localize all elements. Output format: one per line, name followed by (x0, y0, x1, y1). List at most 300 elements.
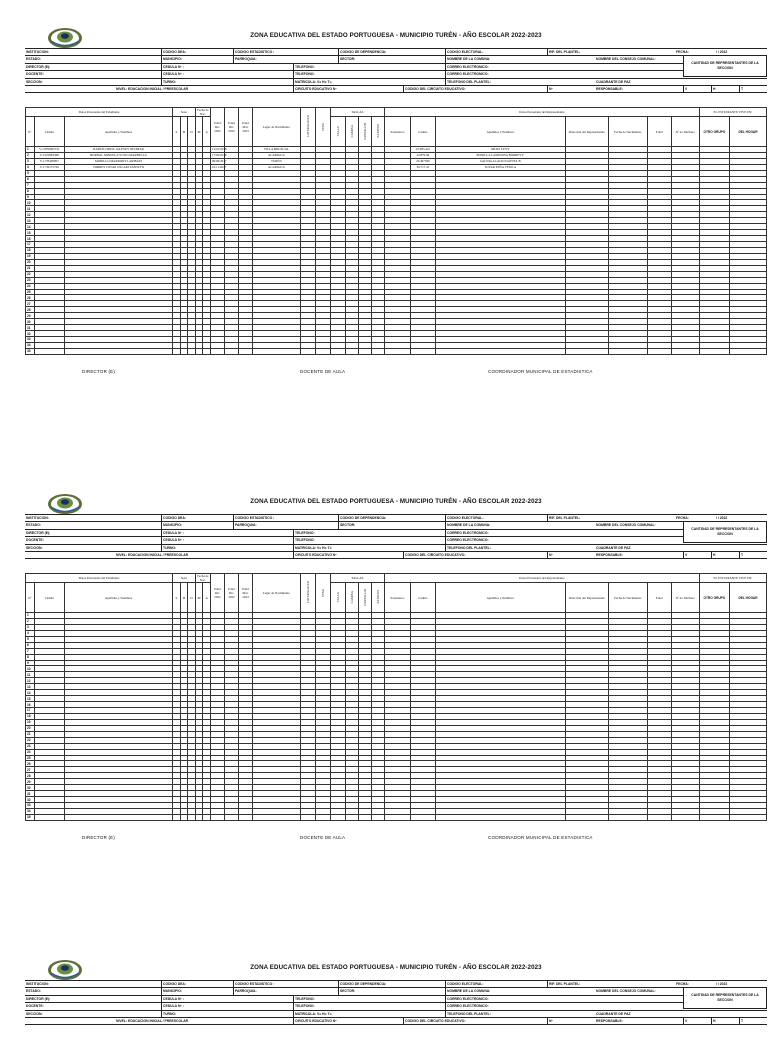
row-number: 5 (26, 636, 35, 642)
nivel-label: NIVEL: EDUCACION INICIAL / PREESCOLAR (116, 1019, 189, 1023)
nro-label: Nº (547, 1018, 553, 1025)
docente-signature-label: DOCENTE DE AULA (300, 369, 346, 374)
row-number: 27 (26, 767, 35, 773)
empty-cell (188, 814, 196, 820)
form-title: ZONA EDUCATIVA DEL ESTADO PORTUGUESA - MUNICIPIO TURÉN - AÑO ESCOLAR 2022-2023 (250, 32, 542, 39)
sector-label: SECTOR: (338, 988, 355, 995)
empty-cell (210, 348, 224, 354)
nombre-consejo-label: NOMBRE DEL CONSEJO COMUNAL: (596, 57, 656, 62)
correo-docente-label: CORREO ELECTRONICO: (445, 537, 489, 544)
row-number: 18 (26, 247, 35, 253)
nro-label: Nº (547, 552, 553, 559)
row-number: 35 (26, 814, 35, 820)
empty-cell (346, 814, 359, 820)
cantidad-representantes-box: CANTIDAD DE REPRESENTANTES DE LA SECCION (683, 521, 767, 543)
circuito-label: CIRCUITO EDUCATIVO Nº (293, 86, 337, 93)
cell-ced_rep: 36.717.41 (410, 164, 435, 170)
apellidos-header: Apellidos y Nombres (64, 583, 172, 613)
parentesco-header: Parentesco (384, 583, 410, 613)
datos-estudiante-header: Datos Personales del Estudiante (26, 574, 173, 583)
row-number: 26 (26, 295, 35, 301)
edad2-header: Edad Dic. 2022 (224, 574, 238, 613)
fecha-nac-header: Fecha de Nac. (197, 574, 209, 582)
row-number: 23 (26, 277, 35, 283)
empty-cell (253, 348, 301, 354)
responsable-label: RESPONSABLE: (596, 87, 623, 91)
empty-cell (346, 348, 359, 354)
ano-header: A (203, 583, 211, 613)
empty-cell (647, 814, 671, 820)
form-title: ZONA EDUCATIVA DEL ESTADO PORTUGUESA - MUNICIPIO TURÉN - AÑO ESCOLAR 2022-2023 (250, 498, 542, 505)
nivel-label: NIVEL: EDUCACION INICIAL / PREESCOLAR (116, 87, 189, 91)
del-hogar-header: DEL HOGAR (730, 117, 767, 147)
cantidad-representantes-box: CANTIDAD DE REPRESENTANTES DE LA SECCION (683, 987, 767, 1009)
institucion-label: INSTITUCION: (26, 982, 49, 986)
empty-cell (330, 814, 345, 820)
row-number: 13 (26, 684, 35, 690)
seccion-label: SECCION: (26, 1011, 43, 1016)
cedula-director-label: CEDULA Nº : (161, 996, 184, 1003)
cell-ced_rep: 19.983.441 (410, 147, 435, 153)
matricula-label: MATRICULA: V= H= T= (293, 79, 332, 86)
row-number: 20 (26, 259, 35, 265)
fecha-value: / / 2022 (716, 50, 728, 54)
fecha-label: FECHA: (676, 982, 689, 986)
row-number: 6 (26, 642, 35, 648)
zapatos-header: ZAPATOS (371, 117, 384, 147)
edad3-header: Edad Mar. 2023 (239, 574, 253, 613)
row-number: 12 (26, 212, 35, 218)
rif-label: RIF. DEL PLANTEL: (547, 515, 580, 522)
cell-nombre: BORNAL MINOLLA YUSLI MARBELLA (64, 152, 172, 158)
fecha-value: / / 2022 (716, 516, 728, 520)
row-number: 13 (26, 218, 35, 224)
telefono-header: Nº de Teléfono (671, 117, 699, 147)
v-label: V (683, 552, 687, 559)
docente-signature-label: DOCENTE DE AULA (300, 835, 346, 840)
mes-header: M (195, 117, 203, 147)
zapatos-header: ZAPATOS (371, 583, 384, 613)
apellidos-rep-header: Apellidos y Nombres (435, 583, 565, 613)
nombre-comuna-label: NOMBRE DE LA COMUNA: (445, 522, 490, 529)
row-number: 9 (26, 194, 35, 200)
row-number: 15 (26, 696, 35, 702)
cell-lugar: ACARIGUA (253, 152, 301, 158)
fecha-nac-rep-header: Fecha de Nacimiento (608, 117, 647, 147)
cell-lugar: VILLA BRUZUAL (253, 147, 301, 153)
sexo-s-header: S (173, 583, 181, 613)
empty-cell (371, 348, 384, 354)
fecha-label: FECHA: (676, 516, 689, 520)
row-number: 16 (26, 702, 35, 708)
docente-label: DOCENTE: (26, 72, 44, 77)
correo-director-label: CORREO ELECTRONICO: (445, 530, 489, 537)
student-table (25, 573, 767, 821)
sexo-header: Sexo (173, 108, 196, 117)
municipio-label: MUNICIPIO: (161, 56, 182, 63)
empty-cell (64, 348, 172, 354)
otro-grupo-header: OTRO GRUPO (699, 117, 729, 147)
codigo-dea-label: CODIGO DEA: (161, 49, 186, 56)
docente-label: DOCENTE: (26, 1004, 44, 1009)
cell-nom_rep: GALNIA ACACIO DAYTEL B (435, 158, 565, 164)
row-number: 21 (26, 731, 35, 737)
t-label: T (739, 1018, 743, 1025)
row-number: 28 (26, 307, 35, 313)
row-number: 15 (26, 230, 35, 236)
row-number: 22 (26, 737, 35, 743)
empty-cell (203, 348, 211, 354)
row-number: 6 (26, 176, 35, 182)
codigo-dea-label: CODIGO DEA: (161, 515, 186, 522)
municipio-label: MUNICIPIO: (161, 522, 182, 529)
dia-header: D (188, 117, 196, 147)
telefono-plantel-label: TELEFONO DEL PLANTEL: (445, 1011, 491, 1018)
row-number: 5 (26, 170, 35, 176)
coordinador-signature-label: COORDINADOR MUNICIPAL DE ESTADISTICA (488, 835, 593, 840)
cedula-header: Cédula (34, 583, 64, 613)
cedula-header: Cédula (34, 117, 64, 147)
fecha-label: FECHA: (676, 50, 689, 54)
empty-cell (330, 348, 345, 354)
pantalon-header: PANTALON (359, 117, 372, 147)
school-info-block (25, 980, 767, 1039)
camisa-header: CAMISA (346, 583, 359, 613)
row-number: 35 (26, 348, 35, 354)
h-label: H (711, 552, 715, 559)
director-signature-label: DIRECTOR (E) (82, 369, 116, 374)
row-number: 33 (26, 337, 35, 343)
cedula-docente-label: CEDULA Nº : (161, 1003, 184, 1010)
telefono-director-label: TELEFONO: (293, 530, 315, 537)
row-number: 4 (26, 630, 35, 636)
row-number: 34 (26, 342, 35, 348)
rif-label: RIF. DEL PLANTEL: (547, 49, 580, 56)
coordinador-signature-label: COORDINADOR MUNICIPAL DE ESTADISTICA (488, 369, 593, 374)
row-number: 3 (26, 158, 35, 164)
row-number: 26 (26, 761, 35, 767)
v-label: V (683, 1018, 687, 1025)
cell-ced_rep: 20.497596 (410, 158, 435, 164)
row-number: 19 (26, 253, 35, 259)
edad2-header: Edad Dic. 2022 (224, 108, 238, 147)
tallas-header: TALLAS (330, 108, 384, 117)
form-title: ZONA EDUCATIVA DEL ESTADO PORTUGUESA - MUNICIPIO TURÉN - AÑO ESCOLAR 2022-2023 (250, 964, 542, 971)
turno-label: TURNO: (161, 1011, 176, 1018)
nro-header: Nº (26, 117, 35, 147)
fecha-nac-rep-header: Fecha de Nacimiento (608, 583, 647, 613)
tallas-header: TALLAS (330, 574, 384, 583)
codigo-dependencia-label: CODIGO DE DEPENDENCIA: (338, 515, 386, 522)
cell-lugar: ACARIGUA (253, 164, 301, 170)
codigo-circuito-label: CODIGO DEL CIRCUITO EDUCATIVO: (403, 552, 465, 559)
student-table (25, 107, 767, 355)
codigo-dea-label: CODIGO DEA: (161, 981, 186, 988)
sector-label: SECTOR: (338, 522, 355, 529)
edad-header: Edad (647, 583, 671, 613)
cell-nom_rep: ORTIZ LEYY (435, 147, 565, 153)
lugar-header: Lugar de Nacimiento (253, 574, 301, 613)
cell-nom_rep: TOVAR PEÑA YESICA (435, 164, 565, 170)
empty-cell (195, 348, 203, 354)
row-number: 14 (26, 224, 35, 230)
empty-cell (315, 814, 330, 820)
school-info-block (25, 514, 767, 573)
nro-label: Nº (547, 86, 553, 93)
row-number: 24 (26, 749, 35, 755)
cuadrante-label: CUADRANTE DE PAZ (596, 79, 631, 84)
empty-cell (384, 814, 410, 820)
empty-cell (671, 814, 699, 820)
estado-label: ESTADO: (26, 989, 42, 994)
turno-label: TURNO: (161, 545, 176, 552)
row-number: 10 (26, 200, 35, 206)
cedula-docente-label: CEDULA Nº : (161, 71, 184, 78)
circuito-label: CIRCUITO EDUCATIVO Nº (293, 1018, 337, 1025)
row-number: 17 (26, 242, 35, 248)
t-label: T (739, 86, 743, 93)
responsable-label: RESPONSABLE: (596, 553, 623, 557)
edad1-header: Edad Dic. 2022 (210, 108, 224, 147)
parroquia-label: PARROQUIA: (233, 988, 257, 995)
nombre-consejo-label: NOMBRE DEL CONSEJO COMUNAL: (596, 523, 656, 528)
empty-cell (608, 814, 647, 820)
cell-fecha: 09/06/2017 (211, 159, 227, 164)
empty-cell (435, 814, 565, 820)
parroquia-label: PARROQUIA: (233, 522, 257, 529)
row-number: 4 (26, 164, 35, 170)
peso-header: PESO (315, 574, 330, 613)
h-label: H (711, 1018, 715, 1025)
table-row (26, 814, 767, 820)
responsable-label: RESPONSABLE: (596, 1019, 623, 1023)
institucion-label: INSTITUCION: (26, 50, 49, 54)
sector-label: SECTOR: (338, 56, 355, 63)
cedula-rep-header: Cédula (410, 117, 435, 147)
matricula-label: MATRICULA: V= H= T= (293, 1011, 332, 1018)
telefono-director-label: TELEFONO: (293, 996, 315, 1003)
cell-nom_rep: BONILLA LAMINOSA BORREVY (435, 152, 565, 158)
h-label: H (711, 86, 715, 93)
row-number: 9 (26, 660, 35, 666)
row-number: 1 (26, 613, 35, 619)
codigo-estadistico-label: CODIGO ESTADISTICO : (233, 981, 274, 988)
empty-cell (180, 814, 188, 820)
director-label: DIRECTOR (E): (26, 64, 51, 69)
empty-cell (359, 814, 372, 820)
correo-docente-label: CORREO ELECTRONICO: (445, 71, 489, 78)
edad3-header: Edad Mar. 2023 (239, 108, 253, 147)
row-number: 33 (26, 803, 35, 809)
cell-cedula: V-1739175769 (34, 164, 64, 170)
empty-cell (608, 348, 647, 354)
dia-header: D (188, 583, 196, 613)
matricula-label: MATRICULA: V= H= T= (293, 545, 332, 552)
pantalon-header: PANTALON (359, 583, 372, 613)
talla-header: TALLA (330, 117, 345, 147)
row-number: 25 (26, 755, 35, 761)
cedula-docente-label: CEDULA Nº : (161, 537, 184, 544)
docente-label: DOCENTE: (26, 538, 44, 543)
codigo-dependencia-label: CODIGO DE DEPENDENCIA: (338, 49, 386, 56)
cell-fecha: 14/01/2018 (211, 147, 227, 152)
empty-cell (188, 348, 196, 354)
row-number: 10 (26, 666, 35, 672)
telefono-header: Nº de Teléfono (671, 583, 699, 613)
empty-cell (203, 814, 211, 820)
mes-header: M (195, 583, 203, 613)
circuito-label: CIRCUITO EDUCATIVO Nº (293, 552, 337, 559)
empty-cell (435, 348, 565, 354)
empty-cell (64, 814, 172, 820)
row-number: 25 (26, 289, 35, 295)
row-number: 29 (26, 779, 35, 785)
vive-header: EL ESTUDIANTE VIVE EN: (699, 108, 766, 117)
empty-cell (180, 348, 188, 354)
empty-cell (173, 348, 181, 354)
row-number: 20 (26, 725, 35, 731)
cell-fecha: 16/11/2017 (211, 165, 227, 170)
sexo-h-header: H (180, 583, 188, 613)
row-number: 2 (26, 618, 35, 624)
empty-cell (384, 348, 410, 354)
cuadrante-label: CUADRANTE DE PAZ (596, 545, 631, 550)
direccion-header: Dirección del Representante (565, 117, 608, 147)
rif-label: RIF. DEL PLANTEL: (547, 981, 580, 988)
seccion-label: SECCION: (26, 545, 43, 550)
empty-cell (34, 814, 64, 820)
peso-header: PESO (315, 108, 330, 147)
row-number: 29 (26, 313, 35, 319)
empty-cell (300, 814, 315, 820)
telefono-director-label: TELEFONO: (293, 64, 315, 71)
lugar-header: Lugar de Nacimiento (253, 108, 301, 147)
cell-cedula: V-1178400967 (34, 158, 64, 164)
empty-cell (239, 814, 253, 820)
cell-cedula: V-1502883398 (34, 152, 64, 158)
row-number: 30 (26, 319, 35, 325)
edad1-header: Edad Dic. 2022 (210, 574, 224, 613)
cedula-rep-header: Cédula (410, 583, 435, 613)
telefono-docente-label: TELEFONO: (293, 71, 315, 78)
apellidos-rep-header: Apellidos y Nombres (435, 117, 565, 147)
row-number: 31 (26, 325, 35, 331)
row-number: 12 (26, 678, 35, 684)
cell-fecha: 17/02/2018 (211, 153, 227, 158)
empty-cell (34, 348, 64, 354)
empty-cell (300, 348, 315, 354)
camisa-header: CAMISA (346, 117, 359, 147)
apellidos-header: Apellidos y Nombres (64, 117, 172, 147)
codigo-estadistico-label: CODIGO ESTADISTICO : (233, 49, 274, 56)
school-info-block (25, 48, 767, 107)
cedula-director-label: CEDULA Nº : (161, 64, 184, 71)
correo-director-label: CORREO ELECTRONICO: (445, 996, 489, 1003)
cedula-director-label: CEDULA Nº : (161, 530, 184, 537)
row-number: 7 (26, 648, 35, 654)
parentesco-header: Parentesco (384, 117, 410, 147)
municipio-label: MUNICIPIO: (161, 988, 182, 995)
empty-cell (410, 814, 435, 820)
telefono-plantel-label: TELEFONO DEL PLANTEL: (445, 545, 491, 552)
sexo-s-header: S (173, 117, 181, 147)
row-number: 1 (26, 147, 35, 153)
empty-cell (671, 348, 699, 354)
row-number: 21 (26, 265, 35, 271)
row-number: 23 (26, 743, 35, 749)
direccion-header: Dirección del Representante (565, 583, 608, 613)
datos-representante-header: Datos Personales del Representante (384, 108, 699, 117)
codigo-circuito-label: CODIGO DEL CIRCUITO EDUCATIVO: (403, 1018, 465, 1025)
fecha-value: / / 2022 (716, 982, 728, 986)
institucion-label: INSTITUCION: (26, 516, 49, 520)
empty-cell (647, 348, 671, 354)
row-number: 24 (26, 283, 35, 289)
estado-label: ESTADO: (26, 523, 42, 528)
cell-nombre: MORILLO MARROKYL ARIBAEI (64, 158, 172, 164)
telefono-docente-label: TELEFONO: (293, 1003, 315, 1010)
row-number: 19 (26, 719, 35, 725)
cell-nombre: RAMOS ORTIZ JALEXEY NEOMAR (64, 147, 172, 153)
sexo-header: Sexo (173, 574, 196, 583)
correo-docente-label: CORREO ELECTRONICO: (445, 1003, 489, 1010)
codigo-electoral-label: CODIGO ELECTORAL: (445, 49, 483, 56)
row-number: 31 (26, 791, 35, 797)
row-number: 28 (26, 773, 35, 779)
nombre-consejo-label: NOMBRE DEL CONSEJO COMUNAL: (596, 989, 656, 994)
empty-cell (371, 814, 384, 820)
empty-cell (565, 348, 608, 354)
empty-cell (730, 348, 767, 354)
row-number: 30 (26, 785, 35, 791)
cantidad-representantes-box: CANTIDAD DE REPRESENTANTES DE LA SECCION (683, 55, 767, 77)
t-label: T (739, 552, 743, 559)
empty-cell (253, 814, 301, 820)
del-hogar-header: DEL HOGAR (730, 583, 767, 613)
otro-grupo-header: OTRO GRUPO (699, 583, 729, 613)
empty-cell (173, 814, 181, 820)
datos-representante-header: Datos Personales del Representante (384, 574, 699, 583)
row-number: 32 (26, 797, 35, 803)
nombre-comuna-label: NOMBRE DE LA COMUNA: (445, 988, 490, 995)
row-number: 14 (26, 690, 35, 696)
empty-cell (315, 348, 330, 354)
codigo-dependencia-label: CODIGO DE DEPENDENCIA: (338, 981, 386, 988)
vive-header: EL ESTUDIANTE VIVE EN: (699, 574, 766, 583)
empty-cell (410, 348, 435, 354)
director-signature-label: DIRECTOR (E) (82, 835, 116, 840)
row-number: 16 (26, 236, 35, 242)
row-number: 34 (26, 808, 35, 814)
empty-cell (699, 814, 729, 820)
nombre-comuna-label: NOMBRE DE LA COMUNA: (445, 56, 490, 63)
estado-label: ESTADO: (26, 57, 42, 62)
row-number: 32 (26, 331, 35, 337)
codigo-electoral-label: CODIGO ELECTORAL: (445, 515, 483, 522)
row-number: 8 (26, 188, 35, 194)
ano-header: A (203, 117, 211, 147)
lateralidad-header: LATERALIDAD (300, 574, 315, 613)
empty-cell (359, 348, 372, 354)
director-label: DIRECTOR (E): (26, 530, 51, 535)
row-number: 11 (26, 672, 35, 678)
correo-director-label: CORREO ELECTRONICO: (445, 64, 489, 71)
parroquia-label: PARROQUIA: (233, 56, 257, 63)
row-number: 2 (26, 152, 35, 158)
codigo-circuito-label: CODIGO DEL CIRCUITO EDUCATIVO: (403, 86, 465, 93)
empty-cell (195, 814, 203, 820)
empty-cell (224, 348, 238, 354)
